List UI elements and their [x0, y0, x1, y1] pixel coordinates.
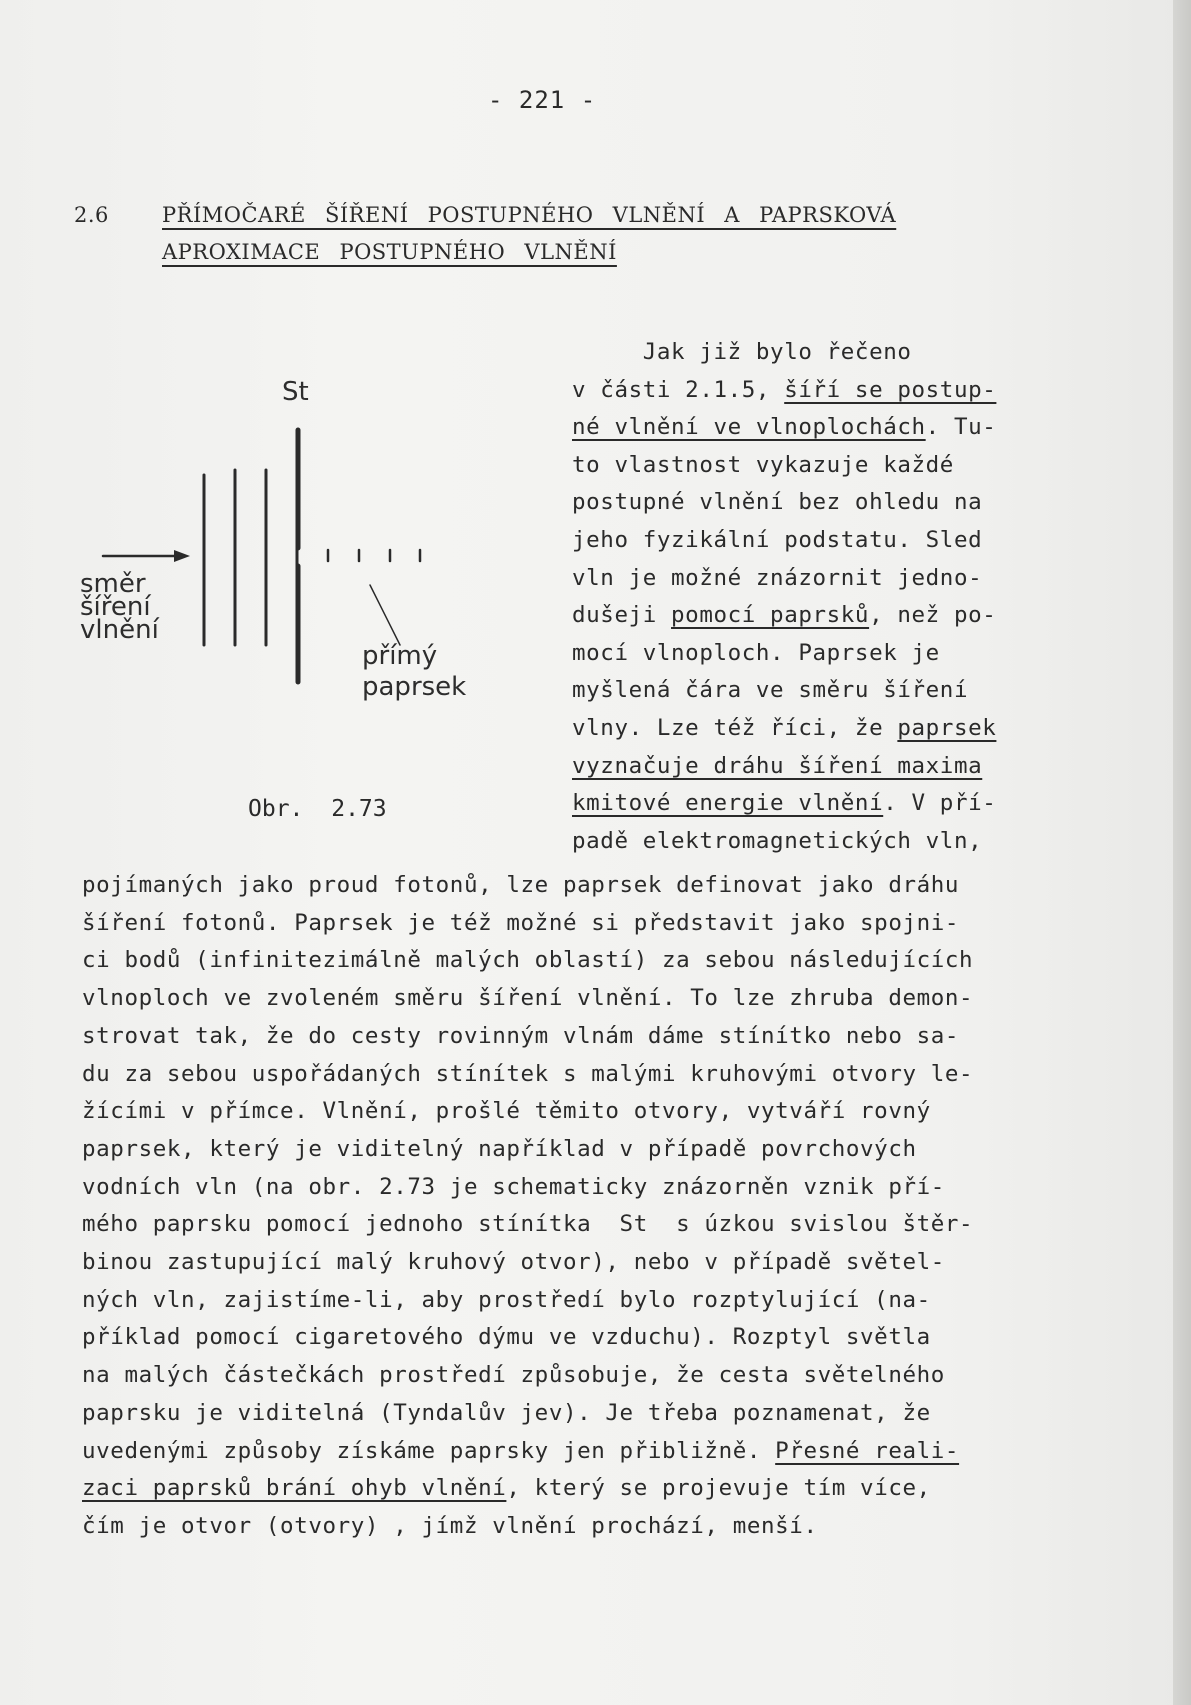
text-segment: du za sebou uspořádaných stínítek s malými kruhovými otvory le-: [82, 1060, 974, 1087]
text-segment: myšlená čára ve směru šíření: [572, 677, 969, 704]
text-line: [572, 337, 912, 367]
text-line: [82, 1134, 917, 1164]
text-line: [572, 563, 982, 593]
text-segment: binou zastupující malý kruhový otvor), nebo v případě světel-: [82, 1249, 945, 1275]
text-segment: na malých částečkách prostředí způsobuje, že cesta světelného: [82, 1362, 945, 1389]
text-line: [82, 1247, 945, 1277]
text-segment: jeho fyzikální podstatu. Sled: [572, 527, 983, 553]
direction-label-line-3: vlnění: [80, 615, 159, 645]
text-line: [82, 983, 973, 1013]
text-segment: vln je možné znázornit jedno-: [572, 564, 983, 591]
text-line: [572, 487, 982, 517]
text-line: [82, 1322, 931, 1352]
text-segment: mocí vlnoploch. Paprsek je: [572, 639, 940, 666]
text-line: [572, 675, 968, 705]
text-line: [82, 945, 973, 975]
text-segment: vlny. Lze též říci, že: [572, 715, 898, 741]
screen-label-st: St: [282, 377, 309, 407]
text-segment: čím je otvor (otvory) , jímž vlnění prochází, menší.: [82, 1512, 818, 1539]
text-line: [82, 1021, 959, 1051]
ray-label-line-2: paprsek: [362, 672, 467, 702]
text-segment: ci bodů (infinitezimálně malých oblastí) za sebou následujících: [82, 947, 974, 974]
page-edge-shadow: [1173, 0, 1191, 1705]
text-line: [82, 1436, 959, 1466]
text-segment: vlnoploch ve zvoleném směru šíření vlnění. To lze zhruba demon-: [82, 985, 974, 1012]
ray-pointer-line: [370, 585, 400, 645]
text-segment: příklad pomocí cigaretového dýmu ve vzduchu). Rozptyl světla: [82, 1324, 931, 1351]
underlined-phrase: paprsek: [897, 715, 997, 741]
underlined-phrase: né vlnění ve vlnoplochách: [572, 414, 926, 441]
text-line: [82, 1285, 931, 1315]
text-line: [572, 412, 996, 442]
section-number: 2.6: [74, 203, 109, 227]
text-segment: Jak již bylo řečeno: [572, 339, 912, 365]
text-line: [82, 1209, 973, 1239]
underlined-phrase: šíří se postup-: [784, 376, 997, 403]
text-line: [572, 788, 996, 818]
text-line: [572, 375, 996, 405]
section-title-line-1: PŘÍMOČARÉ ŠÍŘENÍ POSTUPNÉHO VLNĚNÍ A PAPRSKOVÁ: [162, 203, 897, 227]
text-segment: šíření fotonů. Paprsek je též možné si představit jako spojni-: [82, 909, 960, 936]
text-line: [572, 450, 954, 480]
text-segment: vodních vln (na obr. 2.73 je schematicky znázorněn vznik pří-: [82, 1173, 945, 1200]
text-segment: , který se projevuje tím více,: [506, 1475, 931, 1502]
text-segment: žícími v přímce. Vlnění, prošlé těmito otvory, vytváří rovný: [82, 1098, 931, 1125]
text-line: [82, 1059, 973, 1089]
text-segment: . Tu-: [925, 414, 997, 441]
text-segment: to vlastnost vykazuje každé: [572, 451, 954, 478]
page-number: - 221 -: [488, 86, 597, 114]
direction-label-line-2: šíření: [80, 592, 151, 622]
section-title-line-2: APROXIMACE POSTUPNÉHO VLNĚNÍ: [162, 240, 617, 264]
text-segment: padě elektromagnetických vln,: [572, 827, 983, 854]
text-line: [572, 600, 996, 630]
text-segment: paprsek, který je viditelný například v případě povrchových: [82, 1135, 917, 1162]
text-line: [82, 870, 959, 900]
text-line: [572, 826, 982, 856]
text-segment: strovat tak, že do cesty rovinným vlnám dáme stínítko nebo sa-: [82, 1022, 960, 1049]
text-line: [82, 1360, 945, 1390]
ray-label-line-1: přímý: [362, 641, 438, 671]
text-segment: uvedenými způsoby získáme paprsky jen přibližně.: [82, 1437, 776, 1464]
text-segment: . V pří-: [883, 790, 997, 817]
text-segment: v části 2.1.5,: [572, 376, 785, 403]
text-line: [82, 1398, 931, 1428]
text-segment: , než po-: [869, 602, 997, 629]
text-line: [572, 525, 982, 555]
text-line: [572, 638, 940, 668]
underlined-phrase: pomocí paprsků: [671, 602, 870, 629]
underlined-phrase: zaci paprsků brání ohyb vlnění: [82, 1475, 507, 1502]
direction-label-line-1: směr: [80, 569, 146, 599]
figure-caption: Obr. 2.73: [248, 796, 387, 822]
text-segment: paprsku je viditelná (Tyndalův jev). Je třeba poznamenat, že: [82, 1399, 931, 1426]
text-line: [82, 1511, 818, 1541]
figure-2-73: [70, 370, 490, 710]
text-line: [572, 713, 996, 743]
text-segment: postupné vlnění bez ohledu na: [572, 489, 983, 516]
text-line: [82, 1172, 945, 1202]
direction-arrowhead: [174, 550, 190, 562]
text-line: [82, 1096, 931, 1126]
underlined-phrase: vyznačuje dráhu šíření maxima: [572, 752, 983, 779]
text-segment: pojímaných jako proud fotonů, lze paprsek definovat jako dráhu: [82, 872, 960, 898]
text-line: [82, 1473, 931, 1503]
text-segment: dušeji: [572, 602, 672, 629]
text-segment: ných vln, zajistíme-li, aby prostředí bylo rozptylující (na-: [82, 1286, 931, 1313]
text-line: [82, 908, 959, 938]
text-segment: mého paprsku pomocí jednoho stínítka St s úzkou svislou štěr-: [82, 1211, 974, 1238]
text-line: [572, 751, 982, 781]
underlined-phrase: Přesné reali-: [775, 1437, 960, 1464]
underlined-phrase: kmitové energie vlnění: [572, 790, 884, 817]
